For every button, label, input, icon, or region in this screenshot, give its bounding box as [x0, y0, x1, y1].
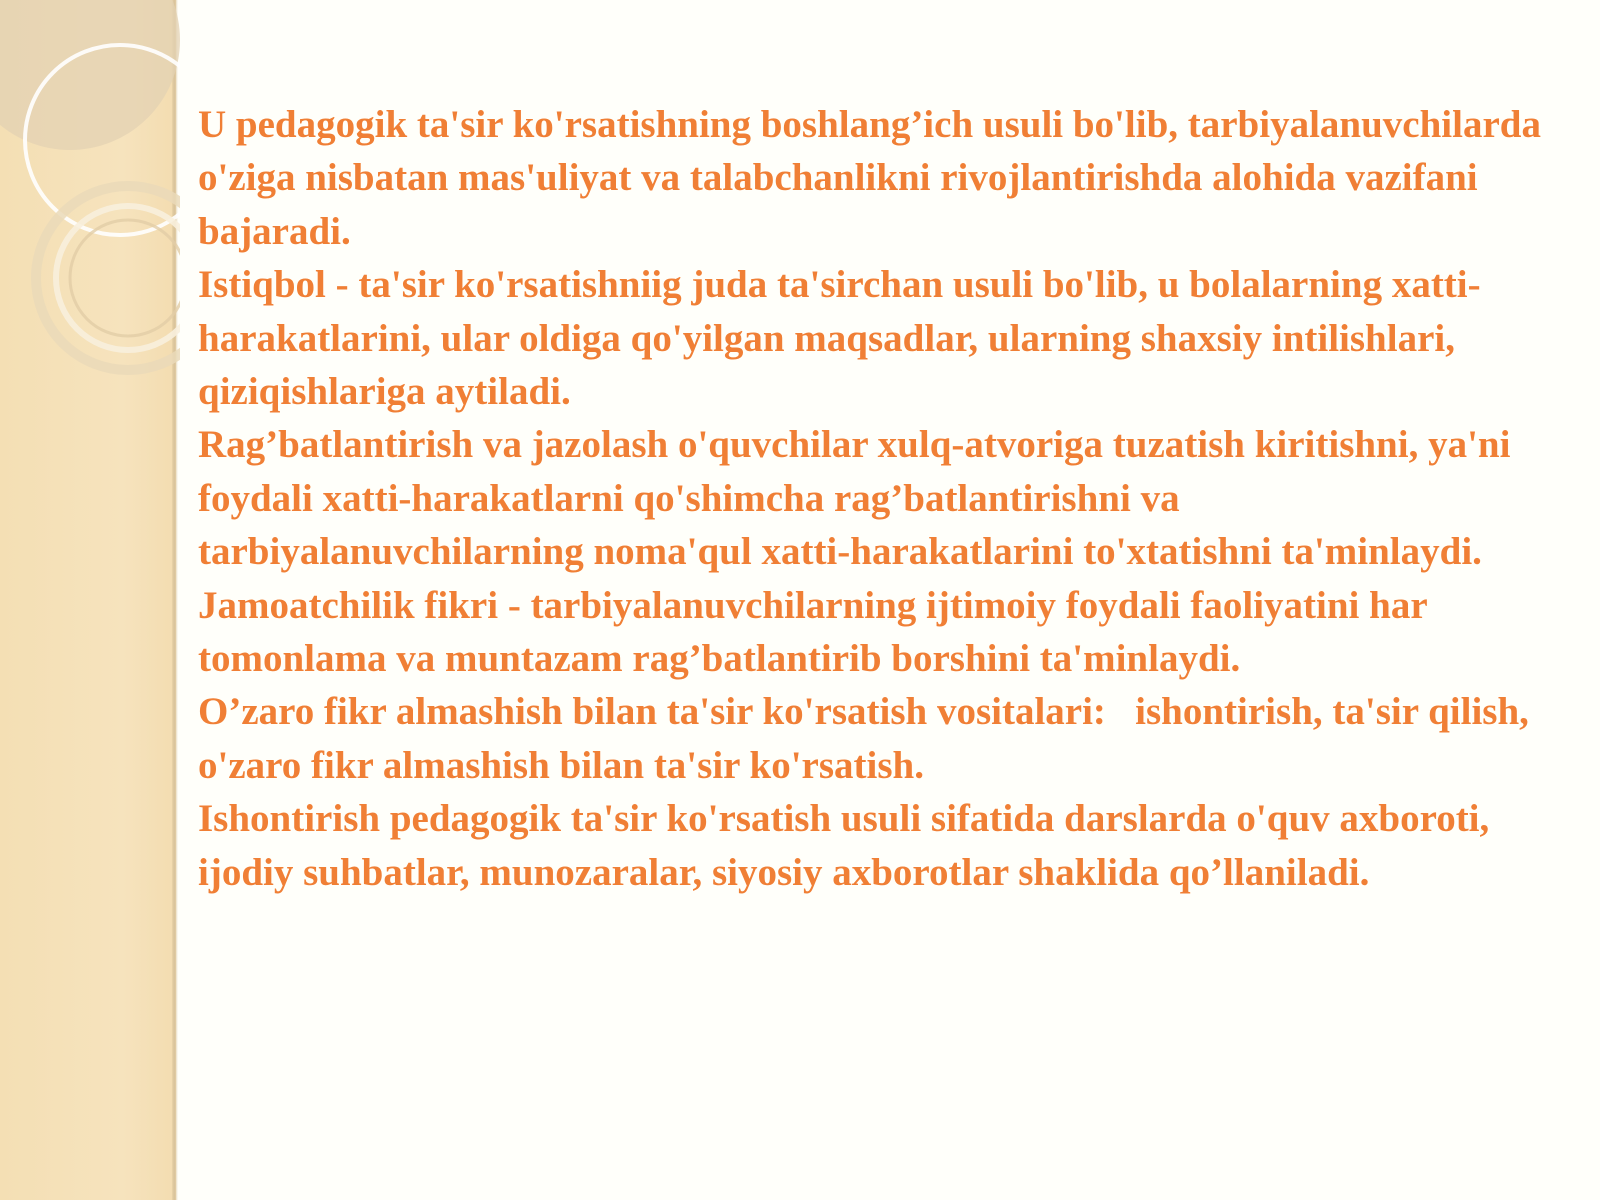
paragraph-1: U pedagogik ta'sir ko'rsatishning boshlang’ich usuli bo'lib, tarbiyalanuvchilarda o'ziga nisbatan mas'uliyat va talabchanlikni rivojlantirishda alohida vazifani bajaradi.: [198, 103, 1551, 253]
concentric-rings-decoration: [0, 0, 180, 400]
paragraph-6: Ishontirish pedagogik ta'sir ko'rsatish usuli sifatida darslarda o'quv axboroti, ijodiy suhbatlar, munozaralar, siyosiy axborotlar shaklida qo’llaniladi.: [198, 797, 1500, 894]
paragraph-3: Rag’batlantirish va jazolash o'quvchilar xulq-atvoriga tuzatish kiritishni, ya'ni foydali xatti-harakatlarni qo'shimcha rag’batlantirishni va tarbiyalanuvchilarning noma'qul xatti-harakatlarini to'xtatishni ta'minlaydi.: [198, 423, 1521, 574]
paragraph-4: Jamoatchilik fikri - tarbiyalanuvchilarning ijtimoiy foydali faoliyatini har tomonlama va muntazam rag’batlantirib borshini ta'minlaydi.: [198, 583, 1437, 681]
body-text: [198, 98, 1558, 899]
paragraph-2: Istiqbol - ta'sir ko'rsatishniig juda ta'sirchan usuli bo'lib, u bolalarning xatti-harakatlarini, ular oldiga qo'yilgan maqsadlar, ularning shaxsiy intilishlari, qiziqishlariga aytiladi.: [198, 263, 1481, 414]
paragraph-5: O’zaro fikr almashish bilan ta'sir ko'rsatish vositalari: ishontirish, ta'sir qilish, o'zaro fikr almashish bilan ta'sir ko'rsatish.: [198, 690, 1539, 787]
